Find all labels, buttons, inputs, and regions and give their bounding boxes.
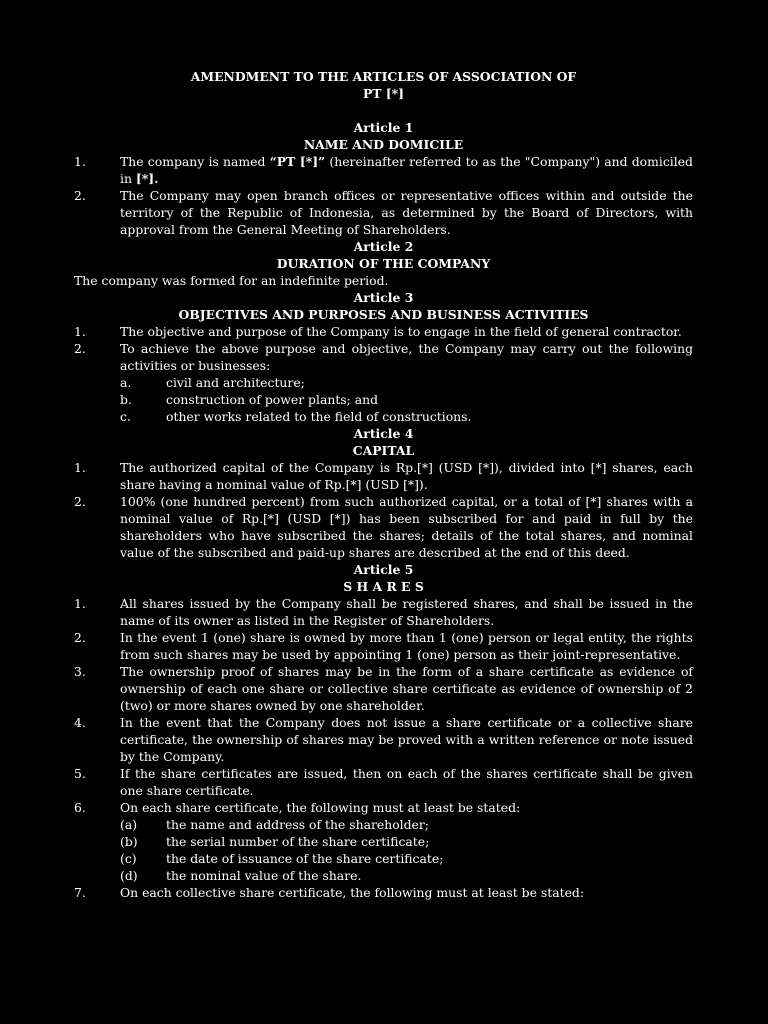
item-text: The objective and purpose of the Company is to engage in the field of general contractor. [120, 324, 682, 339]
article-2-heading: DURATION OF THE COMPANY [276, 256, 491, 271]
item-text: If the share certificates are issued, then on each of the shares certificate shall be given one share certificate. [120, 766, 693, 798]
item-number: 5. [74, 766, 86, 781]
article-5-heading: S H A R E S [343, 579, 424, 594]
article-5-item-4 [74, 714, 693, 765]
company-name-title: PT [*] [362, 86, 405, 101]
subitem-letter: (c) [120, 851, 137, 866]
item-text: To achieve the above purpose and objective, the Company may carry out the following activities or businesses: [120, 341, 693, 373]
article-5-subitem-d [74, 867, 693, 884]
article-1-label: Article 1 [353, 120, 414, 135]
item-number: 2. [74, 494, 86, 509]
text-run: The company is named [120, 154, 270, 169]
item-text: In the event that the Company does not issue a share certificate or a collective share certificate, the ownership of shares may be proved with a written reference or note issued by the Company. [120, 715, 693, 764]
article-5-item-6 [74, 799, 693, 816]
article-4-heading: CAPITAL [352, 443, 415, 458]
item-number: 6. [74, 800, 86, 815]
subitem-text: the name and address of the shareholder; [166, 817, 429, 832]
bold-run: [*] [135, 171, 155, 186]
subitem-letter: b. [120, 392, 132, 407]
item-text: In the event 1 (one) share is owned by more than 1 (one) person or legal entity, the rights from such shares may be used by appointing 1 (one) person as their joint-representative. [120, 630, 693, 662]
subitem-letter: (b) [120, 834, 138, 849]
subitem-letter: (d) [120, 868, 138, 883]
item-text: The Company may open branch offices or representative offices within and outside the territory of the Republic of Indonesia, as determined by the Board of Directors, with approval from the General Meeting of Shareholders. [120, 188, 693, 237]
subitem-text: the serial number of the share certificate; [166, 834, 430, 849]
article-3-subitem-c [74, 408, 693, 425]
article-5-subitem-b [74, 833, 693, 850]
item-number: 1. [74, 324, 86, 339]
item-number: 4. [74, 715, 86, 730]
subitem-text: the date of issuance of the share certificate; [166, 851, 444, 866]
article-3-item-2 [74, 340, 693, 374]
article-1-item-1 [74, 153, 693, 187]
article-4-label: Article 4 [353, 426, 414, 441]
subitem-text: construction of power plants; and [166, 392, 379, 407]
article-5-label: Article 5 [353, 562, 414, 577]
item-number: 7. [74, 885, 86, 900]
article-3-item-1 [74, 323, 693, 340]
document-page [74, 68, 693, 901]
item-number: 1. [74, 154, 86, 169]
item-text: All shares issued by the Company shall be registered shares, and shall be issued in the name of its owner as listed in the Register of Shareholders. [120, 596, 693, 628]
item-text: On each share certificate, the following must at least be stated: [120, 800, 521, 815]
article-1-item-2 [74, 187, 693, 238]
item-text: The ownership proof of shares may be in the form of a share certificate as evidence of ownership of each one share or collective share certificate as evidence of ownership of 2 (two) or more shares owned by one shareholder. [120, 664, 693, 713]
item-number: 1. [74, 460, 86, 475]
item-text: The authorized capital of the Company is Rp.[*] (USD [*]), divided into [*] shares, each share having a nominal value of Rp.[*] (USD [*]). [120, 460, 693, 492]
article-4-item-2 [74, 493, 693, 561]
subitem-letter: a. [120, 375, 132, 390]
spacer [74, 102, 693, 119]
article-5-subitem-a [74, 816, 693, 833]
item-number: 2. [74, 188, 86, 203]
article-1-items [74, 153, 693, 238]
article-1-heading: NAME AND DOMICILE [303, 137, 464, 152]
article-5-item-1 [74, 595, 693, 629]
subitem-letter: (a) [120, 817, 138, 832]
item-number: 1. [74, 596, 86, 611]
item-number: 2. [74, 630, 86, 645]
article-3-label: Article 3 [353, 290, 414, 305]
article-2-text: The company was formed for an indefinite period. [74, 273, 389, 288]
article-5-subitem-c [74, 850, 693, 867]
article-5-item-7 [74, 884, 693, 901]
subitem-text: other works related to the field of constructions. [166, 409, 472, 424]
item-number: 2. [74, 341, 86, 356]
text-run: (hereinafter referred to as the "Company") and domiciled in [120, 154, 693, 186]
item-number: 3. [74, 664, 86, 679]
article-3-subitem-b [74, 391, 693, 408]
article-3-heading: OBJECTIVES AND PURPOSES AND BUSINESS ACTIVITIES [178, 307, 589, 322]
article-5-item-2 [74, 629, 693, 663]
subitem-text: civil and architecture; [166, 375, 305, 390]
item-text: 100% (one hundred percent) from such authorized capital, or a total of [*] shares with a nominal value of Rp.[*] (USD [*]) has been subscribed for and paid in full by the shareholders who have subscribed the shares; details of the total shares, and nominal value of the subscribed and paid-up shares are described at the end of this deed. [120, 494, 693, 560]
article-5-item-3 [74, 663, 693, 714]
article-3-subitem-a [74, 374, 693, 391]
article-4-item-1 [74, 459, 693, 493]
bold-run: “PT [*]” [269, 154, 326, 169]
article-2-label: Article 2 [353, 239, 414, 254]
item-text [120, 154, 693, 186]
item-text: On each collective share certificate, the following must at least be stated: [120, 885, 585, 900]
bold-run: . [154, 171, 159, 186]
subitem-text: the nominal value of the share. [166, 868, 362, 883]
subitem-letter: c. [120, 409, 131, 424]
article-5-item-5 [74, 765, 693, 799]
document-title: AMENDMENT TO THE ARTICLES OF ASSOCIATION OF [190, 69, 577, 84]
